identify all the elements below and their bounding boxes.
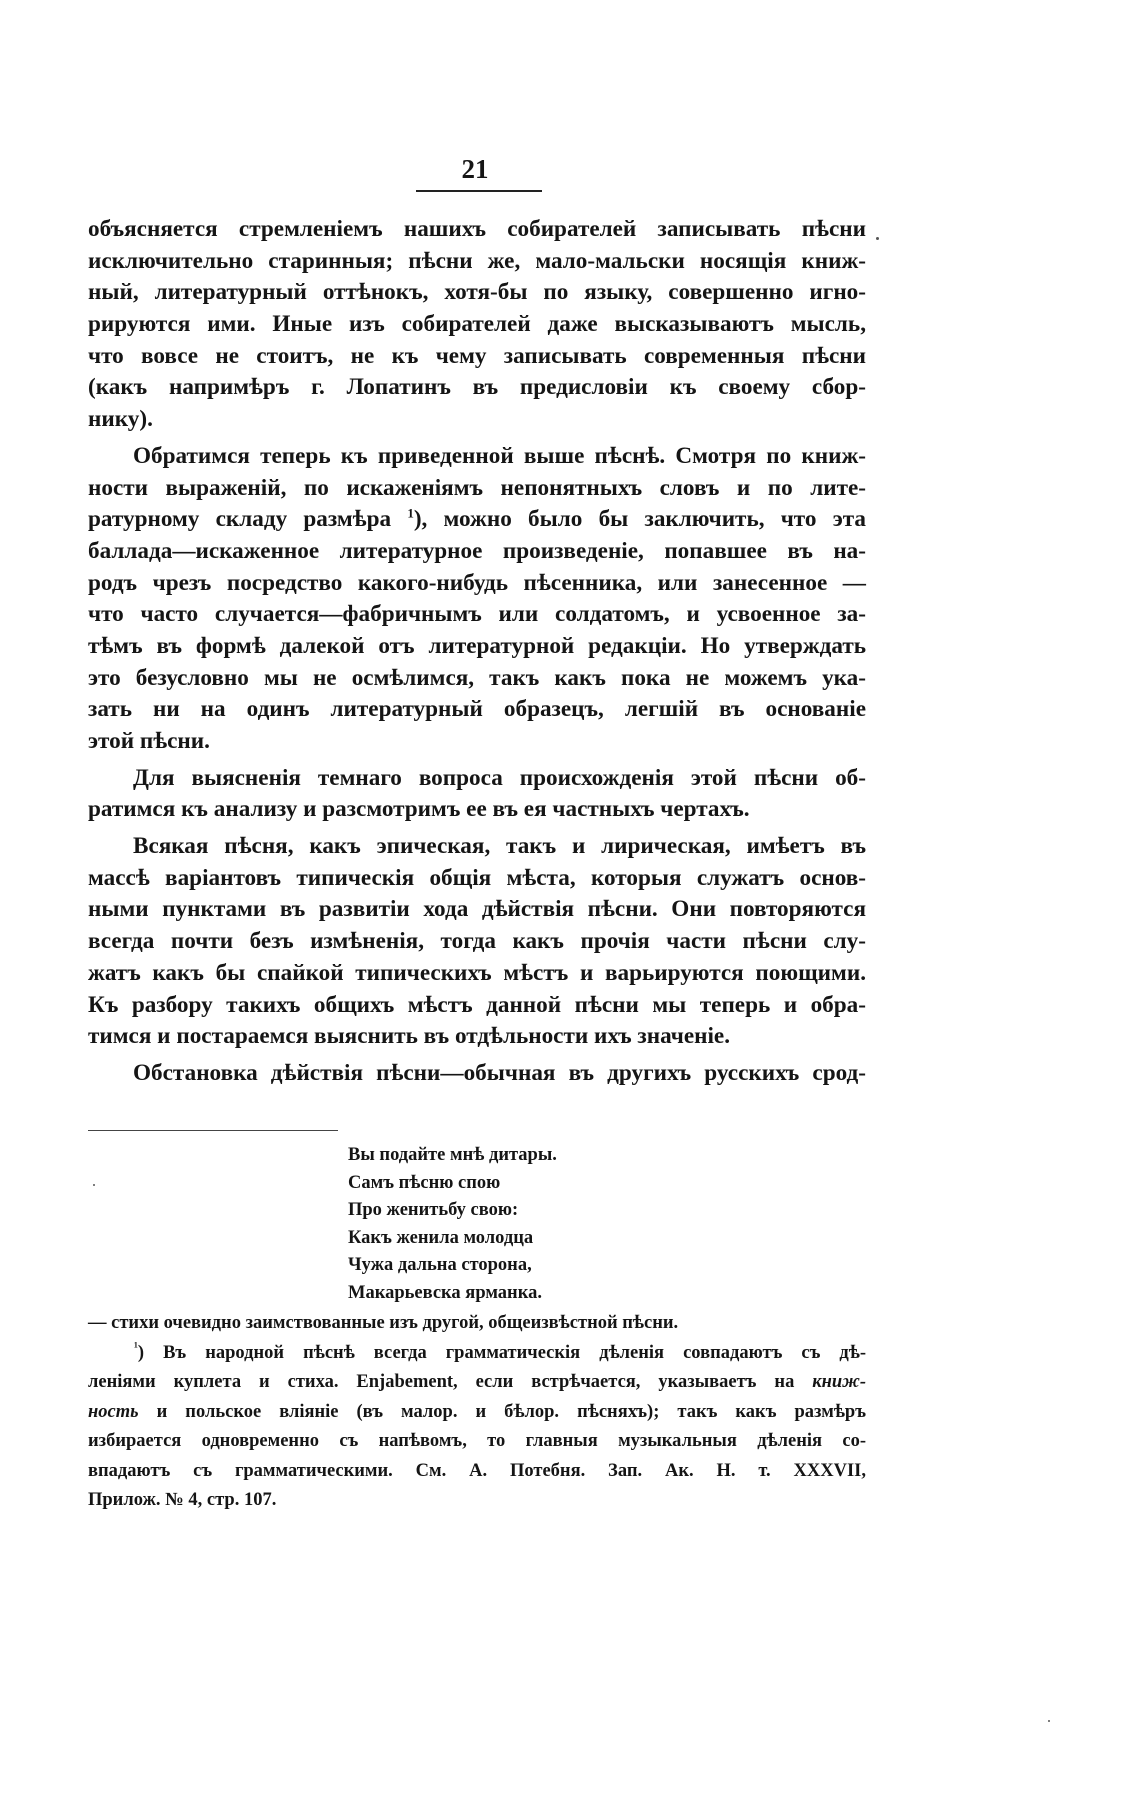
text-line: Всякая пѣсня, какъ эпическая, такъ и лирическая, имѣетъ въ [133, 833, 866, 860]
text-line: ный, литературный оттѣнокъ, хотя-бы по языку, совершенно игно- [88, 279, 866, 306]
text-line: ности выраженій, по искаженіямъ непонятныхъ словъ и по лите- [88, 474, 866, 501]
text-line [88, 504, 866, 536]
footnote-reference: 1 [407, 505, 414, 521]
verse-block [348, 1142, 748, 1308]
paragraph-2 [88, 441, 866, 758]
text-line: всегда почти безъ измѣненія, тогда какъ прочія части пѣсни слу- [88, 928, 866, 955]
text-line: рируются ими. Иные изъ собирателей даже высказываютъ мысль, [88, 311, 866, 338]
text-line: Для выясненія темнаго вопроса происхожденія этой пѣсни об- [133, 764, 866, 791]
verse-line: Вы подайте мнѣ дитары. [348, 1145, 557, 1165]
paragraph-1 [88, 214, 866, 436]
footnote-separator [88, 1130, 338, 1131]
text-line: Обстановка дѣйствія пѣсни—обычная въ другихъ русскихъ срод- [133, 1059, 866, 1086]
verse-line: Самъ пѣсню спою [348, 1172, 501, 1193]
footnote-line [88, 1339, 866, 1369]
paragraph-5 [88, 1058, 866, 1090]
verse-line: Какъ женила молодца [348, 1227, 534, 1248]
text-fragment: леніями куплета и стиха. Enjabement, если встрѣчается, указываетъ на [88, 1372, 813, 1392]
text-line: Къ разбору такихъ общихъ мѣстъ данной пѣсни мы теперь и обра- [88, 991, 866, 1018]
scan-speck [1048, 1720, 1050, 1722]
text-line: это безусловно мы не осмѣлимся, такъ какъ пока не можемъ ука- [88, 664, 866, 691]
text-line: тимся и постараемся выяснить въ отдѣльности ихъ значеніе. [88, 1023, 731, 1050]
scan-speck [876, 237, 879, 240]
text-line: тѣмъ въ формѣ далекой отъ литературной редакціи. Но утверждать [88, 632, 866, 659]
footnote [88, 1309, 866, 1516]
text-line: баллада—искаженное литературное произведеніе, попавшее въ на- [88, 537, 866, 564]
text-line: массѣ варіантовъ типическія общія мѣста, которыя служатъ основ- [88, 864, 866, 891]
scan-speck [93, 1184, 95, 1186]
text-line: ратимся къ анализу и разсмотримъ ее въ ея частныхъ чертахъ. [88, 796, 750, 823]
footnote-line [88, 1368, 866, 1398]
verse-line: Макарьевска ярманка. [348, 1282, 542, 1303]
footnote-line: избирается одновременно съ напѣвомъ, то главныя музыкальныя дѣленія со- [88, 1431, 866, 1451]
main-text [88, 214, 866, 1090]
italic-fragment: книж- [812, 1372, 866, 1392]
text-line: родъ чрезъ посредство какого-нибудь пѣсенника, или занесенное — [88, 569, 866, 596]
text-line: (какъ напримѣръ г. Лопатинъ въ предисловіи къ своему сбор- [88, 374, 866, 401]
page-number: 21 [461, 154, 489, 184]
text-line: жатъ какъ бы спайкой типическихъ мѣстъ и варьируются поющими. [88, 959, 866, 986]
paragraph-3 [88, 763, 866, 826]
text-fragment: ратурному складу размѣра [88, 506, 392, 533]
italic-fragment: ность [88, 1401, 139, 1422]
text-line: Обратимся теперь къ приведенной выше пѣснѣ. Смотря по книж- [133, 442, 866, 469]
footnote-marker: ¹ [134, 1338, 138, 1354]
text-line: что часто случается—фабричнымъ или солдатомъ, и усвоенное за- [88, 601, 866, 628]
text-fragment: ) Въ народной пѣснѣ всегда грамматическія дѣленія совпадаютъ съ дѣ- [137, 1342, 866, 1363]
text-line: зать ни на одинъ литературный образецъ, легшій въ основаніе [88, 696, 866, 723]
verse-line: Чужа дальна сторона, [348, 1255, 532, 1276]
page-number-rule [416, 190, 542, 192]
text-line: нику). [88, 406, 153, 433]
text-line: что вовсе не стоитъ, не къ чему записывать современныя пѣсни [88, 342, 866, 369]
text-fragment: и польское вліяніе (въ малор. и бѣлор. пѣсняхъ); такъ какъ размѣръ [138, 1401, 866, 1422]
text-line: исключительно старинныя; пѣсни же, мало-мальски носящія книж- [88, 247, 866, 274]
text-line: ными пунктами въ развитіи хода дѣйствія пѣсни. Они повторяются [88, 896, 866, 923]
footnote-line: Прилож. № 4, стр. 107. [88, 1490, 277, 1510]
footnote-line [88, 1398, 866, 1428]
text-line: объясняется стремленіемъ нашихъ собирателей записывать пѣсни [88, 216, 866, 242]
footnote-line: впадаютъ съ грамматическими. См. А. Потебня. Зап. Ак. Н. т. XXXVII, [88, 1460, 866, 1481]
text-fragment: ), можно было бы заключить, что эта [413, 506, 866, 533]
paragraph-4 [88, 831, 866, 1053]
verse-line: Про женитьбу свою: [348, 1200, 519, 1221]
verse-note: — стихи очевидно заимствованные изъ другой, общеизвѣстной пѣсни. [88, 1313, 679, 1333]
text-line: этой пѣсни. [88, 728, 210, 754]
